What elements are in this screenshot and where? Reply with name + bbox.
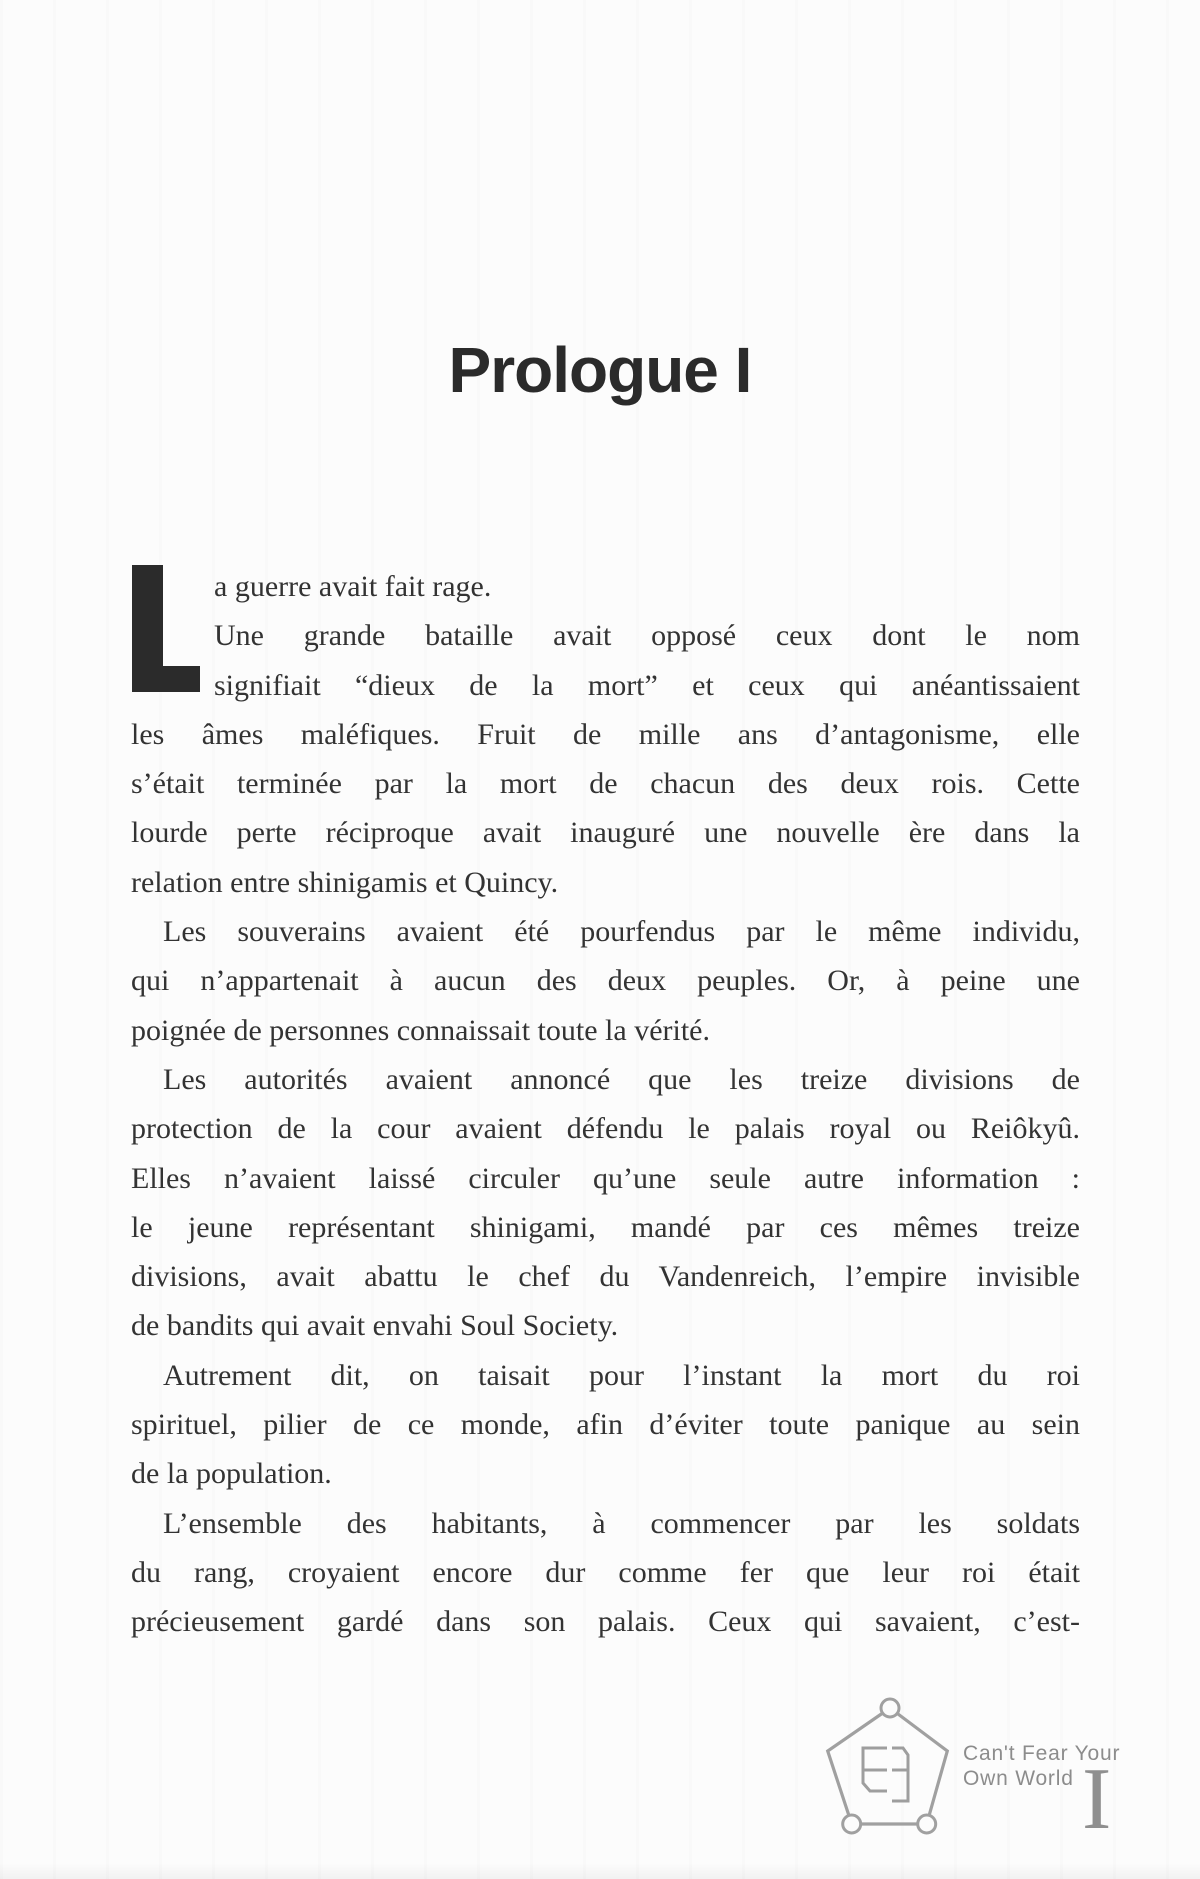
volume-numeral: I bbox=[1082, 1751, 1112, 1848]
body-line: signifiait “dieux de la mort” et ceux qui anéantissaient bbox=[214, 668, 1080, 702]
page-bottom-shadow bbox=[0, 1863, 1200, 1879]
body-line: les âmes maléfiques. Fruit de mille ans d’antagonisme, elle bbox=[131, 717, 1080, 751]
body-line: divisions, avait abattu le chef du Vandenreich, l’empire invisible bbox=[131, 1260, 1080, 1294]
body-line: qui n’appartenait à aucun des deux peuples. Or, à peine une bbox=[131, 964, 1080, 998]
body-line: de bandits qui avait envahi Soul Society. bbox=[131, 1309, 619, 1343]
drop-cap-letter-l bbox=[132, 565, 200, 692]
body-line: L’ensemble des habitants, à commencer par les soldats bbox=[163, 1506, 1080, 1540]
body-line: relation entre shinigamis et Quincy. bbox=[131, 865, 559, 899]
chapter-title: Prologue I bbox=[448, 334, 752, 406]
body-line: du rang, croyaient encore dur comme fer que leur roi était bbox=[131, 1555, 1080, 1589]
body-line: poignée de personnes connaissait toute la vérité. bbox=[131, 1013, 710, 1047]
series-title-line1: Can't Fear Your bbox=[963, 1742, 1121, 1765]
body-line: Les autorités avaient annoncé que les treize divisions de bbox=[163, 1062, 1080, 1096]
body-line: Elles n’avaient laissé circuler qu’une seule autre information : bbox=[131, 1161, 1080, 1195]
body-text bbox=[131, 562, 1080, 1647]
body-line: Une grande bataille avait opposé ceux dont le nom bbox=[214, 619, 1080, 653]
pentagon-publisher-logo-icon bbox=[815, 1690, 960, 1845]
series-title-line2: Own World bbox=[963, 1767, 1074, 1790]
body-line: Autrement dit, on taisait pour l’instant la mort du roi bbox=[163, 1358, 1080, 1392]
body-line: spirituel, pilier de ce monde, afin d’éviter toute panique au sein bbox=[131, 1408, 1080, 1442]
body-line: a guerre avait fait rage. bbox=[214, 570, 492, 603]
body-line: protection de la cour avaient défendu le palais royal ou Reiôkyû. bbox=[131, 1112, 1080, 1146]
body-line: le jeune représentant shinigami, mandé par ces mêmes treize bbox=[131, 1210, 1080, 1244]
body-line: lourde perte réciproque avait inauguré une nouvelle ère dans la bbox=[131, 816, 1080, 850]
body-line: s’était terminée par la mort de chacun des deux rois. Cette bbox=[131, 767, 1080, 801]
body-line: de la population. bbox=[131, 1457, 332, 1491]
body-line: Les souverains avaient été pourfendus par le même individu, bbox=[163, 915, 1080, 949]
body-line: précieusement gardé dans son palais. Ceux qui savaient, c’est- bbox=[131, 1605, 1080, 1639]
